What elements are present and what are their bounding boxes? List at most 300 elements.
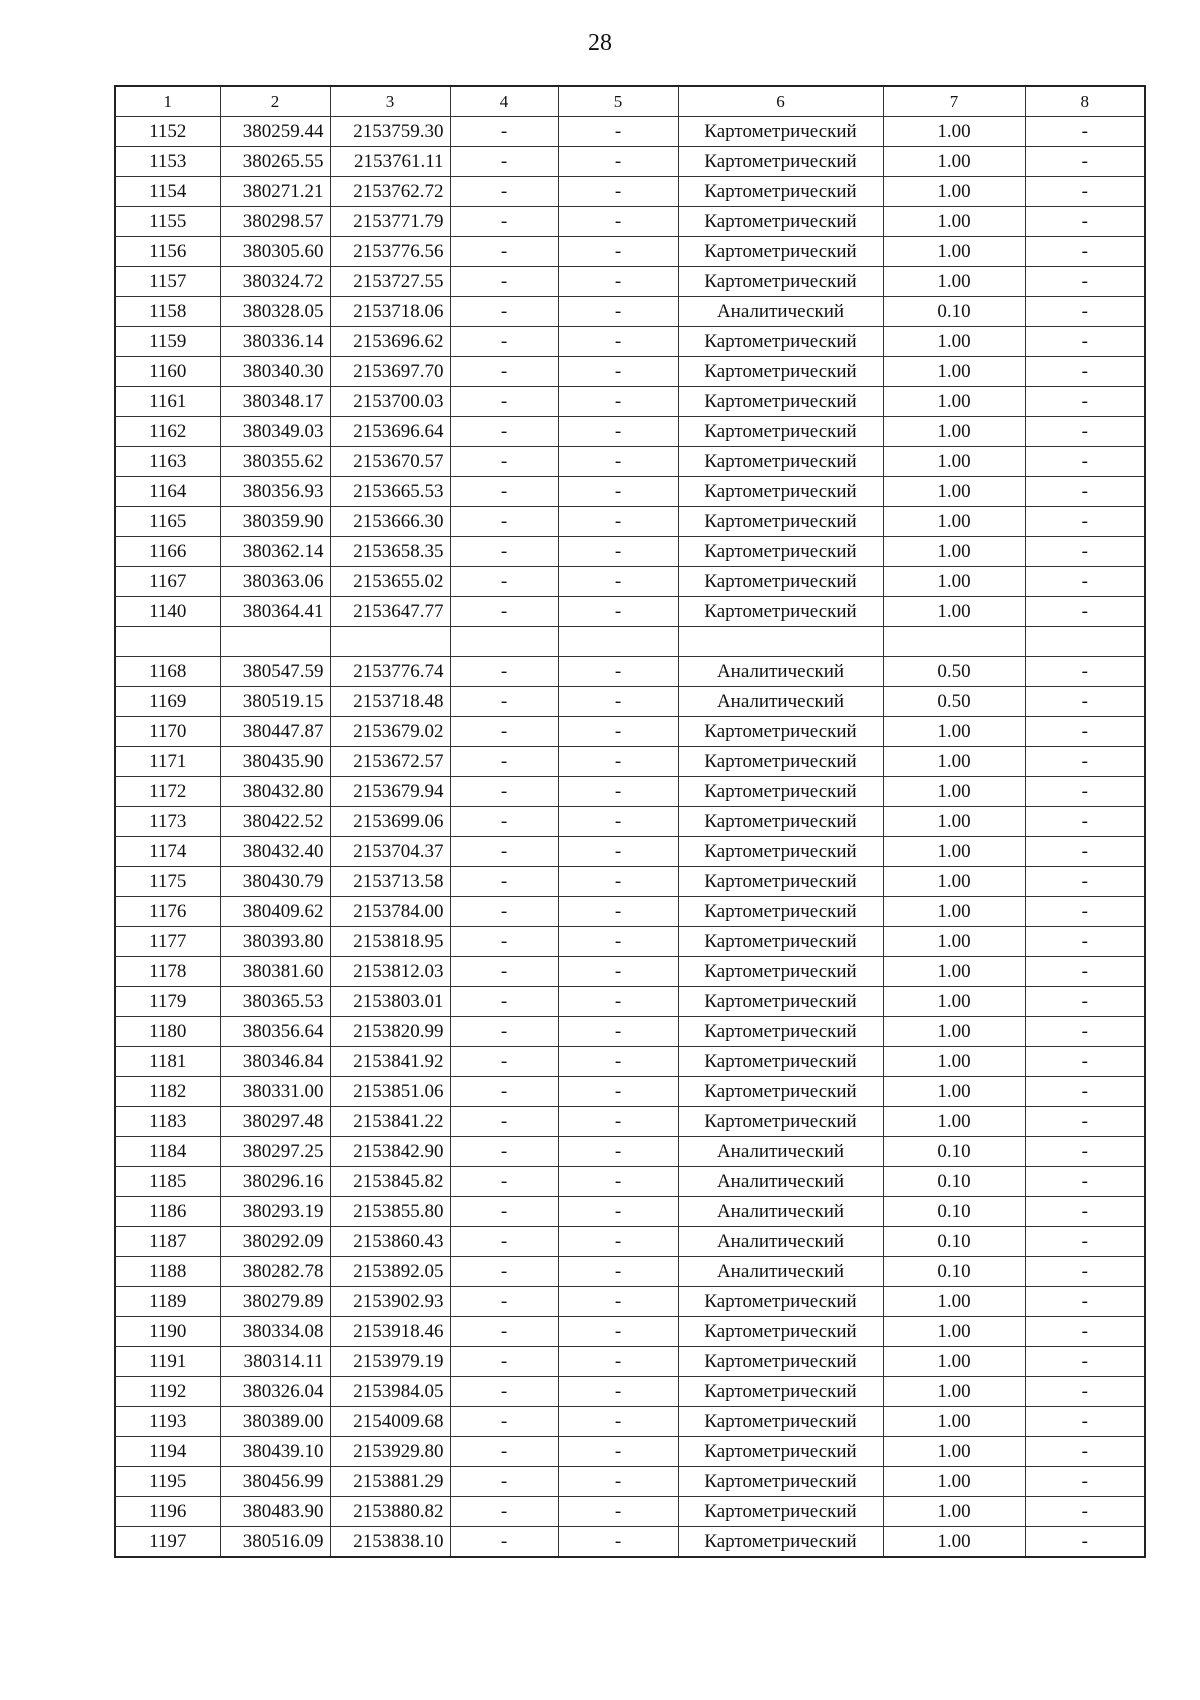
col5-cell: - <box>558 806 678 836</box>
method-cell: Картометрический <box>678 327 883 357</box>
x-coordinate-cell: 380292.09 <box>220 1226 330 1256</box>
col8-cell: - <box>1025 926 1145 956</box>
col4-cell: - <box>450 1076 558 1106</box>
col5-cell: - <box>558 986 678 1016</box>
col8-cell: - <box>1025 1046 1145 1076</box>
y-coordinate-cell: 2153762.72 <box>330 177 450 207</box>
table-row <box>115 1136 1145 1166</box>
column-header: 1 <box>115 86 220 117</box>
method-cell: Картометрический <box>678 1316 883 1346</box>
y-coordinate-cell: 2153881.29 <box>330 1466 450 1496</box>
col4-cell: - <box>450 956 558 986</box>
table-row <box>115 147 1145 177</box>
col4-cell: - <box>450 387 558 417</box>
col5-cell: - <box>558 1496 678 1526</box>
col8-cell: - <box>1025 956 1145 986</box>
method-cell: Аналитический <box>678 1166 883 1196</box>
x-coordinate-cell: 380439.10 <box>220 1436 330 1466</box>
method-cell: Картометрический <box>678 836 883 866</box>
table-row <box>115 1376 1145 1406</box>
y-coordinate-cell: 2153647.77 <box>330 597 450 627</box>
table-row <box>115 1016 1145 1046</box>
y-coordinate-cell: 2153820.99 <box>330 1016 450 1046</box>
col4-cell: - <box>450 177 558 207</box>
col8-cell: - <box>1025 686 1145 716</box>
col5-cell: - <box>558 177 678 207</box>
col5-cell: - <box>558 507 678 537</box>
point-number-cell: 1187 <box>115 1226 220 1256</box>
y-coordinate-cell: 2153727.55 <box>330 267 450 297</box>
point-number-cell: 1159 <box>115 327 220 357</box>
table-row <box>115 327 1145 357</box>
col8-cell: - <box>1025 1136 1145 1166</box>
y-coordinate-cell: 2153838.10 <box>330 1526 450 1557</box>
point-number-cell: 1176 <box>115 896 220 926</box>
col5-cell: - <box>558 1526 678 1557</box>
accuracy-cell: 1.00 <box>883 1526 1025 1557</box>
accuracy-cell: 1.00 <box>883 1376 1025 1406</box>
method-cell: Картометрический <box>678 866 883 896</box>
col8-cell: - <box>1025 267 1145 297</box>
accuracy-cell: 1.00 <box>883 1346 1025 1376</box>
x-coordinate-cell: 380331.00 <box>220 1076 330 1106</box>
table-row <box>115 237 1145 267</box>
col5-cell: - <box>558 1016 678 1046</box>
point-number-cell: 1181 <box>115 1046 220 1076</box>
col5-cell: - <box>558 866 678 896</box>
y-coordinate-cell: 2153803.01 <box>330 986 450 1016</box>
y-coordinate-cell: 2153759.30 <box>330 117 450 147</box>
x-coordinate-cell: 380346.84 <box>220 1046 330 1076</box>
column-header: 8 <box>1025 86 1145 117</box>
y-coordinate-cell <box>330 627 450 657</box>
column-header: 7 <box>883 86 1025 117</box>
accuracy-cell: 1.00 <box>883 1436 1025 1466</box>
point-number-cell: 1174 <box>115 836 220 866</box>
table-row <box>115 507 1145 537</box>
table-row <box>115 956 1145 986</box>
col8-cell: - <box>1025 1256 1145 1286</box>
col8-cell: - <box>1025 1316 1145 1346</box>
accuracy-cell: 1.00 <box>883 1466 1025 1496</box>
col8-cell: - <box>1025 537 1145 567</box>
x-coordinate-cell: 380483.90 <box>220 1496 330 1526</box>
accuracy-cell: 1.00 <box>883 177 1025 207</box>
method-cell: Картометрический <box>678 926 883 956</box>
accuracy-cell: 1.00 <box>883 1106 1025 1136</box>
method-cell: Картометрический <box>678 1046 883 1076</box>
accuracy-cell: 1.00 <box>883 1046 1025 1076</box>
col8-cell: - <box>1025 1226 1145 1256</box>
accuracy-cell: 1.00 <box>883 507 1025 537</box>
col5-cell: - <box>558 1136 678 1166</box>
x-coordinate-cell: 380297.48 <box>220 1106 330 1136</box>
col4-cell: - <box>450 836 558 866</box>
method-cell: Картометрический <box>678 597 883 627</box>
col5-cell: - <box>558 447 678 477</box>
col5-cell: - <box>558 1286 678 1316</box>
table-row <box>115 537 1145 567</box>
col4-cell: - <box>450 1466 558 1496</box>
point-number-cell: 1154 <box>115 177 220 207</box>
accuracy-cell: 1.00 <box>883 477 1025 507</box>
method-cell: Картометрический <box>678 1406 883 1436</box>
col4-cell: - <box>450 117 558 147</box>
col4-cell: - <box>450 207 558 237</box>
y-coordinate-cell: 2153784.00 <box>330 896 450 926</box>
accuracy-cell: 1.00 <box>883 417 1025 447</box>
point-number-cell: 1167 <box>115 567 220 597</box>
col5-cell: - <box>558 746 678 776</box>
col4-cell: - <box>450 1016 558 1046</box>
table-row <box>115 986 1145 1016</box>
col5-cell: - <box>558 1166 678 1196</box>
col5-cell: - <box>558 1046 678 1076</box>
col4-cell: - <box>450 1316 558 1346</box>
point-number-cell: 1197 <box>115 1526 220 1557</box>
y-coordinate-cell: 2153892.05 <box>330 1256 450 1286</box>
x-coordinate-cell: 380282.78 <box>220 1256 330 1286</box>
col8-cell: - <box>1025 1196 1145 1226</box>
y-coordinate-cell: 2153855.80 <box>330 1196 450 1226</box>
col5-cell: - <box>558 926 678 956</box>
method-cell: Картометрический <box>678 417 883 447</box>
x-coordinate-cell: 380356.64 <box>220 1016 330 1046</box>
y-coordinate-cell: 2153696.64 <box>330 417 450 447</box>
y-coordinate-cell: 2153704.37 <box>330 836 450 866</box>
accuracy-cell: 1.00 <box>883 537 1025 567</box>
point-number-cell: 1170 <box>115 716 220 746</box>
col8-cell: - <box>1025 597 1145 627</box>
col4-cell: - <box>450 656 558 686</box>
point-number-cell: 1179 <box>115 986 220 1016</box>
method-cell: Картометрический <box>678 1466 883 1496</box>
table-row <box>115 297 1145 327</box>
table-row <box>115 1286 1145 1316</box>
accuracy-cell: 0.10 <box>883 1136 1025 1166</box>
y-coordinate-cell: 2153918.46 <box>330 1316 450 1346</box>
point-number-cell: 1161 <box>115 387 220 417</box>
col5-cell: - <box>558 327 678 357</box>
col5-cell: - <box>558 387 678 417</box>
col5-cell: - <box>558 896 678 926</box>
col4-cell: - <box>450 1406 558 1436</box>
point-number-cell: 1183 <box>115 1106 220 1136</box>
point-number-cell: 1191 <box>115 1346 220 1376</box>
col4-cell: - <box>450 1136 558 1166</box>
accuracy-cell: 1.00 <box>883 1076 1025 1106</box>
accuracy-cell: 1.00 <box>883 357 1025 387</box>
col4-cell: - <box>450 866 558 896</box>
col4-cell: - <box>450 1106 558 1136</box>
table-row <box>115 387 1145 417</box>
col5-cell: - <box>558 656 678 686</box>
table-row <box>115 597 1145 627</box>
table-body <box>115 117 1145 1557</box>
table-row <box>115 267 1145 297</box>
point-number-cell: 1140 <box>115 597 220 627</box>
y-coordinate-cell: 2153776.74 <box>330 656 450 686</box>
accuracy-cell: 0.10 <box>883 1256 1025 1286</box>
table-row <box>115 1466 1145 1496</box>
x-coordinate-cell: 380447.87 <box>220 716 330 746</box>
col5-cell: - <box>558 267 678 297</box>
x-coordinate-cell: 380349.03 <box>220 417 330 447</box>
table-row <box>115 896 1145 926</box>
col5-cell: - <box>558 1436 678 1466</box>
col5-cell: - <box>558 716 678 746</box>
table-row <box>115 656 1145 686</box>
method-cell: Картометрический <box>678 1016 883 1046</box>
col8-cell: - <box>1025 297 1145 327</box>
table-row <box>115 1046 1145 1076</box>
accuracy-cell: 1.00 <box>883 746 1025 776</box>
y-coordinate-cell: 2153771.79 <box>330 207 450 237</box>
x-coordinate-cell: 380519.15 <box>220 686 330 716</box>
x-coordinate-cell: 380271.21 <box>220 177 330 207</box>
col4-cell: - <box>450 597 558 627</box>
table-row <box>115 806 1145 836</box>
col8-cell: - <box>1025 1346 1145 1376</box>
method-cell: Картометрический <box>678 806 883 836</box>
y-coordinate-cell: 2153841.22 <box>330 1106 450 1136</box>
col4-cell: - <box>450 147 558 177</box>
table-row <box>115 1316 1145 1346</box>
accuracy-cell: 1.00 <box>883 1286 1025 1316</box>
col4-cell: - <box>450 1286 558 1316</box>
y-coordinate-cell: 2153655.02 <box>330 567 450 597</box>
accuracy-cell: 1.00 <box>883 327 1025 357</box>
accuracy-cell: 1.00 <box>883 806 1025 836</box>
method-cell: Аналитический <box>678 1136 883 1166</box>
col5-cell: - <box>558 1196 678 1226</box>
point-number-cell: 1155 <box>115 207 220 237</box>
col4-cell: - <box>450 716 558 746</box>
table-row <box>115 1496 1145 1526</box>
col4-cell: - <box>450 477 558 507</box>
y-coordinate-cell: 2153860.43 <box>330 1226 450 1256</box>
column-header: 2 <box>220 86 330 117</box>
x-coordinate-cell: 380389.00 <box>220 1406 330 1436</box>
col4-cell: - <box>450 1526 558 1557</box>
col8-cell: - <box>1025 1376 1145 1406</box>
method-cell: Картометрический <box>678 447 883 477</box>
x-coordinate-cell: 380328.05 <box>220 297 330 327</box>
x-coordinate-cell: 380326.04 <box>220 1376 330 1406</box>
table-row <box>115 926 1145 956</box>
point-number-cell: 1196 <box>115 1496 220 1526</box>
y-coordinate-cell: 2153902.93 <box>330 1286 450 1316</box>
x-coordinate-cell: 380393.80 <box>220 926 330 956</box>
method-cell: Картометрический <box>678 1526 883 1557</box>
point-number-cell: 1178 <box>115 956 220 986</box>
x-coordinate-cell: 380435.90 <box>220 746 330 776</box>
col8-cell: - <box>1025 1466 1145 1496</box>
col8-cell: - <box>1025 147 1145 177</box>
col8-cell: - <box>1025 567 1145 597</box>
accuracy-cell: 1.00 <box>883 567 1025 597</box>
point-number-cell: 1156 <box>115 237 220 267</box>
method-cell <box>678 627 883 657</box>
col5-cell <box>558 627 678 657</box>
table-row <box>115 1346 1145 1376</box>
accuracy-cell: 1.00 <box>883 926 1025 956</box>
col4-cell: - <box>450 237 558 267</box>
method-cell: Картометрический <box>678 117 883 147</box>
col8-cell: - <box>1025 1406 1145 1436</box>
col4-cell: - <box>450 896 558 926</box>
method-cell: Картометрический <box>678 267 883 297</box>
col8-cell: - <box>1025 836 1145 866</box>
point-number-cell: 1168 <box>115 656 220 686</box>
point-number-cell: 1185 <box>115 1166 220 1196</box>
table-row <box>115 866 1145 896</box>
column-header: 4 <box>450 86 558 117</box>
col4-cell: - <box>450 267 558 297</box>
col8-cell: - <box>1025 776 1145 806</box>
col8-cell: - <box>1025 1076 1145 1106</box>
accuracy-cell: 1.00 <box>883 147 1025 177</box>
accuracy-cell: 0.10 <box>883 297 1025 327</box>
col8-cell: - <box>1025 477 1145 507</box>
accuracy-cell: 1.00 <box>883 237 1025 267</box>
method-cell: Аналитический <box>678 686 883 716</box>
col8-cell: - <box>1025 1106 1145 1136</box>
table-row <box>115 1106 1145 1136</box>
col4-cell: - <box>450 686 558 716</box>
y-coordinate-cell: 2153697.70 <box>330 357 450 387</box>
method-cell: Картометрический <box>678 507 883 537</box>
y-coordinate-cell: 2153665.53 <box>330 477 450 507</box>
col8-cell: - <box>1025 866 1145 896</box>
coordinates-table <box>114 85 1146 1558</box>
accuracy-cell: 0.10 <box>883 1196 1025 1226</box>
method-cell: Картометрический <box>678 776 883 806</box>
accuracy-cell: 1.00 <box>883 896 1025 926</box>
point-number-cell: 1189 <box>115 1286 220 1316</box>
col4-cell: - <box>450 327 558 357</box>
accuracy-cell: 1.00 <box>883 956 1025 986</box>
y-coordinate-cell: 2154009.68 <box>330 1406 450 1436</box>
table-row <box>115 207 1145 237</box>
y-coordinate-cell: 2153984.05 <box>330 1376 450 1406</box>
col5-cell: - <box>558 567 678 597</box>
col5-cell: - <box>558 686 678 716</box>
x-coordinate-cell: 380359.90 <box>220 507 330 537</box>
col8-cell: - <box>1025 357 1145 387</box>
x-coordinate-cell: 380314.11 <box>220 1346 330 1376</box>
y-coordinate-cell: 2153761.11 <box>330 147 450 177</box>
accuracy-cell: 1.00 <box>883 1016 1025 1046</box>
table-row <box>115 477 1145 507</box>
x-coordinate-cell: 380364.41 <box>220 597 330 627</box>
method-cell: Картометрический <box>678 1436 883 1466</box>
accuracy-cell: 0.50 <box>883 656 1025 686</box>
method-cell: Картометрический <box>678 746 883 776</box>
column-header: 5 <box>558 86 678 117</box>
point-number-cell: 1192 <box>115 1376 220 1406</box>
method-cell: Картометрический <box>678 896 883 926</box>
x-coordinate-cell: 380334.08 <box>220 1316 330 1346</box>
x-coordinate-cell: 380516.09 <box>220 1526 330 1557</box>
table-row <box>115 357 1145 387</box>
y-coordinate-cell: 2153718.48 <box>330 686 450 716</box>
table-row <box>115 177 1145 207</box>
col8-cell: - <box>1025 387 1145 417</box>
col5-cell: - <box>558 1406 678 1436</box>
accuracy-cell: 1.00 <box>883 836 1025 866</box>
col5-cell: - <box>558 117 678 147</box>
method-cell: Картометрический <box>678 716 883 746</box>
col5-cell: - <box>558 537 678 567</box>
table-row <box>115 716 1145 746</box>
col8-cell: - <box>1025 507 1145 537</box>
point-number-cell <box>115 627 220 657</box>
col4-cell: - <box>450 1436 558 1466</box>
method-cell: Картометрический <box>678 387 883 417</box>
col4-cell: - <box>450 746 558 776</box>
col8-cell: - <box>1025 716 1145 746</box>
col4-cell: - <box>450 1496 558 1526</box>
col5-cell: - <box>558 417 678 447</box>
col4-cell: - <box>450 1346 558 1376</box>
x-coordinate-cell: 380279.89 <box>220 1286 330 1316</box>
point-number-cell: 1165 <box>115 507 220 537</box>
x-coordinate-cell: 380340.30 <box>220 357 330 387</box>
accuracy-cell: 1.00 <box>883 1316 1025 1346</box>
method-cell: Картометрический <box>678 357 883 387</box>
method-cell: Картометрический <box>678 1346 883 1376</box>
col8-cell: - <box>1025 447 1145 477</box>
y-coordinate-cell: 2153696.62 <box>330 327 450 357</box>
col4-cell: - <box>450 507 558 537</box>
y-coordinate-cell: 2153776.56 <box>330 237 450 267</box>
table-row <box>115 447 1145 477</box>
table-row <box>115 1076 1145 1106</box>
col5-cell: - <box>558 1346 678 1376</box>
col5-cell: - <box>558 1106 678 1136</box>
col8-cell: - <box>1025 327 1145 357</box>
point-number-cell: 1180 <box>115 1016 220 1046</box>
col8-cell: - <box>1025 1496 1145 1526</box>
col4-cell: - <box>450 567 558 597</box>
y-coordinate-cell: 2153679.94 <box>330 776 450 806</box>
y-coordinate-cell: 2153818.95 <box>330 926 450 956</box>
method-cell: Картометрический <box>678 1286 883 1316</box>
method-cell: Картометрический <box>678 986 883 1016</box>
y-coordinate-cell: 2153713.58 <box>330 866 450 896</box>
table-row <box>115 686 1145 716</box>
column-header: 3 <box>330 86 450 117</box>
method-cell: Картометрический <box>678 1376 883 1406</box>
point-number-cell: 1194 <box>115 1436 220 1466</box>
y-coordinate-cell: 2153845.82 <box>330 1166 450 1196</box>
col5-cell: - <box>558 297 678 327</box>
col5-cell: - <box>558 357 678 387</box>
x-coordinate-cell: 380363.06 <box>220 567 330 597</box>
col4-cell: - <box>450 1256 558 1286</box>
table-row <box>115 117 1145 147</box>
method-cell: Картометрический <box>678 1496 883 1526</box>
x-coordinate-cell: 380336.14 <box>220 327 330 357</box>
column-header: 6 <box>678 86 883 117</box>
table-row <box>115 417 1145 447</box>
col4-cell: - <box>450 537 558 567</box>
accuracy-cell: 1.00 <box>883 387 1025 417</box>
accuracy-cell: 1.00 <box>883 986 1025 1016</box>
point-number-cell: 1182 <box>115 1076 220 1106</box>
accuracy-cell: 1.00 <box>883 1496 1025 1526</box>
